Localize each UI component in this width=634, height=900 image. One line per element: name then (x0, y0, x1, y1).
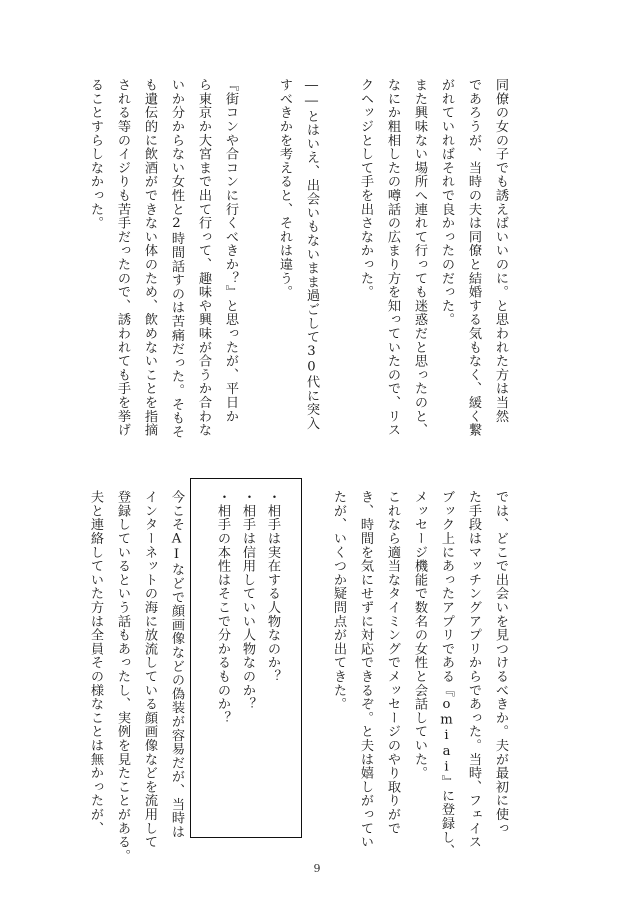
text-column: クヘッジとして手を出さなかった。 (358, 78, 373, 299)
text-column: 登録しているという話もあったし、実例を見たことがある。 (115, 490, 130, 863)
text-column: すべきかを考えると、それは違う。 (277, 78, 292, 299)
text-column: ――とはいえ、出会いもないまま過ごして30代に突入 (304, 78, 319, 431)
text-column: たが、いくつか疑問点が出てきた。 (331, 490, 346, 711)
text-column: また興味ない場所へ連れて行っても迷惑だと思ったのと、 (412, 78, 427, 437)
question-item: ・相手は信用していい人物なのか？ (240, 490, 255, 711)
text-column: き、時間を気にせずに対応できるぞ。と夫は嬉しがってい (358, 490, 373, 849)
text-column: 同僚の女の子でも誘えばいいのに。と思われた方は当然 (493, 78, 508, 423)
text-column: 夫と連絡していた方は全員その様なことは無かったが、 (88, 490, 103, 835)
text-column: 今こそAIなどで顔画像などの偽装が容易だが、当時は (169, 490, 184, 839)
text-column: であろうが、当時の夫は同僚と結婚する気もなく、緩く繋 (466, 78, 481, 437)
text-column: ら東京か大宮まで出て行って、趣味や興味が合うか合わな (196, 78, 211, 437)
question-item: ・相手の本性はそこで分かるものか？ (215, 490, 230, 725)
text-column: がれていればそれで良かったのだった。 (439, 78, 454, 327)
text-column: メッセージ機能で数名の女性と会話していた。 (412, 490, 427, 780)
text-column: インターネットの海に放流している顔画像などを流用して (142, 490, 157, 849)
text-column: 『街コンや合コンに行くべきか？』と思ったが、平日か (223, 78, 238, 423)
text-column: も遺伝的に飲酒ができない体のため、飲めないことを指摘 (142, 78, 157, 437)
text-column: た手段はマッチングアプリからであった。当時、フェイス (466, 490, 481, 849)
text-column: いか分からない女性と2時間話すのは苦痛だった。そもそ (169, 78, 184, 439)
text-column: される等のイジりも苦手だったので、誘われても手を挙げ (115, 78, 130, 437)
text-column: なにか粗相したの噂話の広まり方を知っていたので、リス (385, 78, 400, 437)
text-column: ブック上にあったアプリである『omiai』に登録し、 (439, 490, 454, 858)
question-item: ・相手は実在する人物なのか？ (265, 490, 280, 684)
text-column: これなら適当なタイミングでメッセージのやり取りがで (385, 490, 400, 835)
text-column: ることすらしなかった。 (88, 78, 103, 230)
text-column: では、どこで出会いを見つけるべきか。夫が最初に使っ (493, 490, 508, 835)
page-number: 9 (313, 862, 321, 875)
